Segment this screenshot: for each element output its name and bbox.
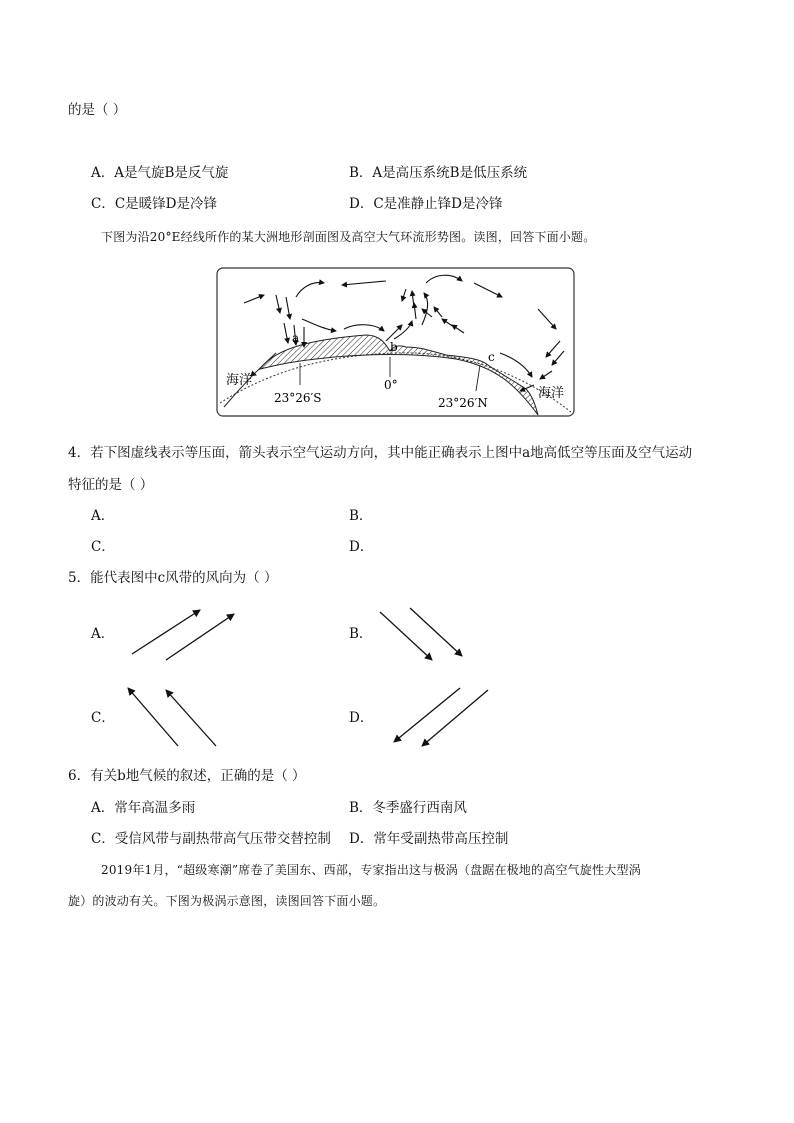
q4-stem-line1: 4．若下图虚线表示等压面，箭头表示空气运动方向，其中能正确表示上图中a地高低空等压面及空气运动 bbox=[68, 445, 693, 461]
q4-option-b[interactable]: B． bbox=[349, 508, 373, 524]
arrow-nw-1 bbox=[128, 688, 178, 746]
q3-option-b[interactable]: B．A是高压系统B是低压系统 bbox=[349, 165, 528, 181]
q5-arrows-c bbox=[122, 684, 222, 750]
q5-arrows-d bbox=[388, 684, 492, 750]
q6-option-c[interactable]: C．受信风带与副热带高气压带交替控制 bbox=[91, 831, 331, 847]
lat-south-label: 23°26′S bbox=[274, 391, 322, 405]
terrain-profile-figure bbox=[216, 267, 576, 418]
q4-option-a[interactable]: A． bbox=[91, 508, 115, 524]
arrow-se-1 bbox=[380, 612, 432, 660]
arrow-sw-2 bbox=[422, 690, 488, 746]
arrow-nw-2 bbox=[166, 690, 216, 746]
q5-arrows-b bbox=[374, 606, 468, 664]
ocean-left-label: 海洋 bbox=[226, 373, 253, 388]
q3-option-a[interactable]: A．A是气旋B是反气旋 bbox=[91, 165, 229, 181]
lat-north-label: 23°26′N bbox=[438, 396, 488, 410]
q4-option-c[interactable]: C． bbox=[91, 539, 115, 555]
arrow-ne-1 bbox=[132, 610, 200, 654]
section-intro-2-line2: 旋）的波动有关。下图为极涡示意图，读图回答下面小题。 bbox=[68, 894, 386, 908]
q6-stem: 6．有关b地气候的叙述，正确的是（ ） bbox=[68, 768, 306, 784]
point-c-label: c bbox=[488, 350, 495, 364]
q6-option-a[interactable]: A．常年高温多雨 bbox=[91, 800, 196, 816]
q4-option-d[interactable]: D． bbox=[349, 539, 374, 555]
equator-label: 0° bbox=[384, 378, 398, 392]
ocean-right-label: 海洋 bbox=[538, 386, 565, 401]
q5-stem: 5．能代表图中c风带的风向为（ ） bbox=[68, 570, 278, 586]
arrow-ne-2 bbox=[166, 614, 234, 660]
q5-option-d[interactable]: D． bbox=[349, 710, 374, 726]
q5-option-c[interactable]: C． bbox=[91, 710, 115, 726]
q5-option-b[interactable]: B． bbox=[349, 626, 373, 642]
arrow-sw-1 bbox=[394, 688, 460, 742]
q5-arrows-a bbox=[126, 606, 240, 664]
section-intro-2-line1: 2019年1月，“超级寒潮”席卷了美国东、西部，专家指出这与极涡（盘踞在极地的高空气旋性大型涡 bbox=[101, 863, 641, 877]
q6-option-b[interactable]: B．冬季盛行西南风 bbox=[349, 800, 467, 816]
q3-option-c[interactable]: C．C是暖锋D是冷锋 bbox=[91, 196, 217, 212]
q3-option-d[interactable]: D．C是准静止锋D是冷锋 bbox=[349, 196, 503, 212]
point-b-label: b bbox=[390, 340, 398, 354]
q4-stem-line2: 特征的是（ ） bbox=[68, 477, 154, 493]
q6-option-d[interactable]: D．常年受副热带高压控制 bbox=[349, 831, 509, 847]
lead-text: 的是（ ） bbox=[68, 102, 127, 118]
q5-option-a[interactable]: A． bbox=[91, 626, 115, 642]
point-a-label: a bbox=[292, 331, 300, 345]
arrow-se-2 bbox=[410, 608, 462, 656]
section-intro-1: 下图为沿20°E经线所作的某大洲地形剖面图及高空大气环流形势图。读图，回答下面小题。 bbox=[101, 230, 596, 244]
